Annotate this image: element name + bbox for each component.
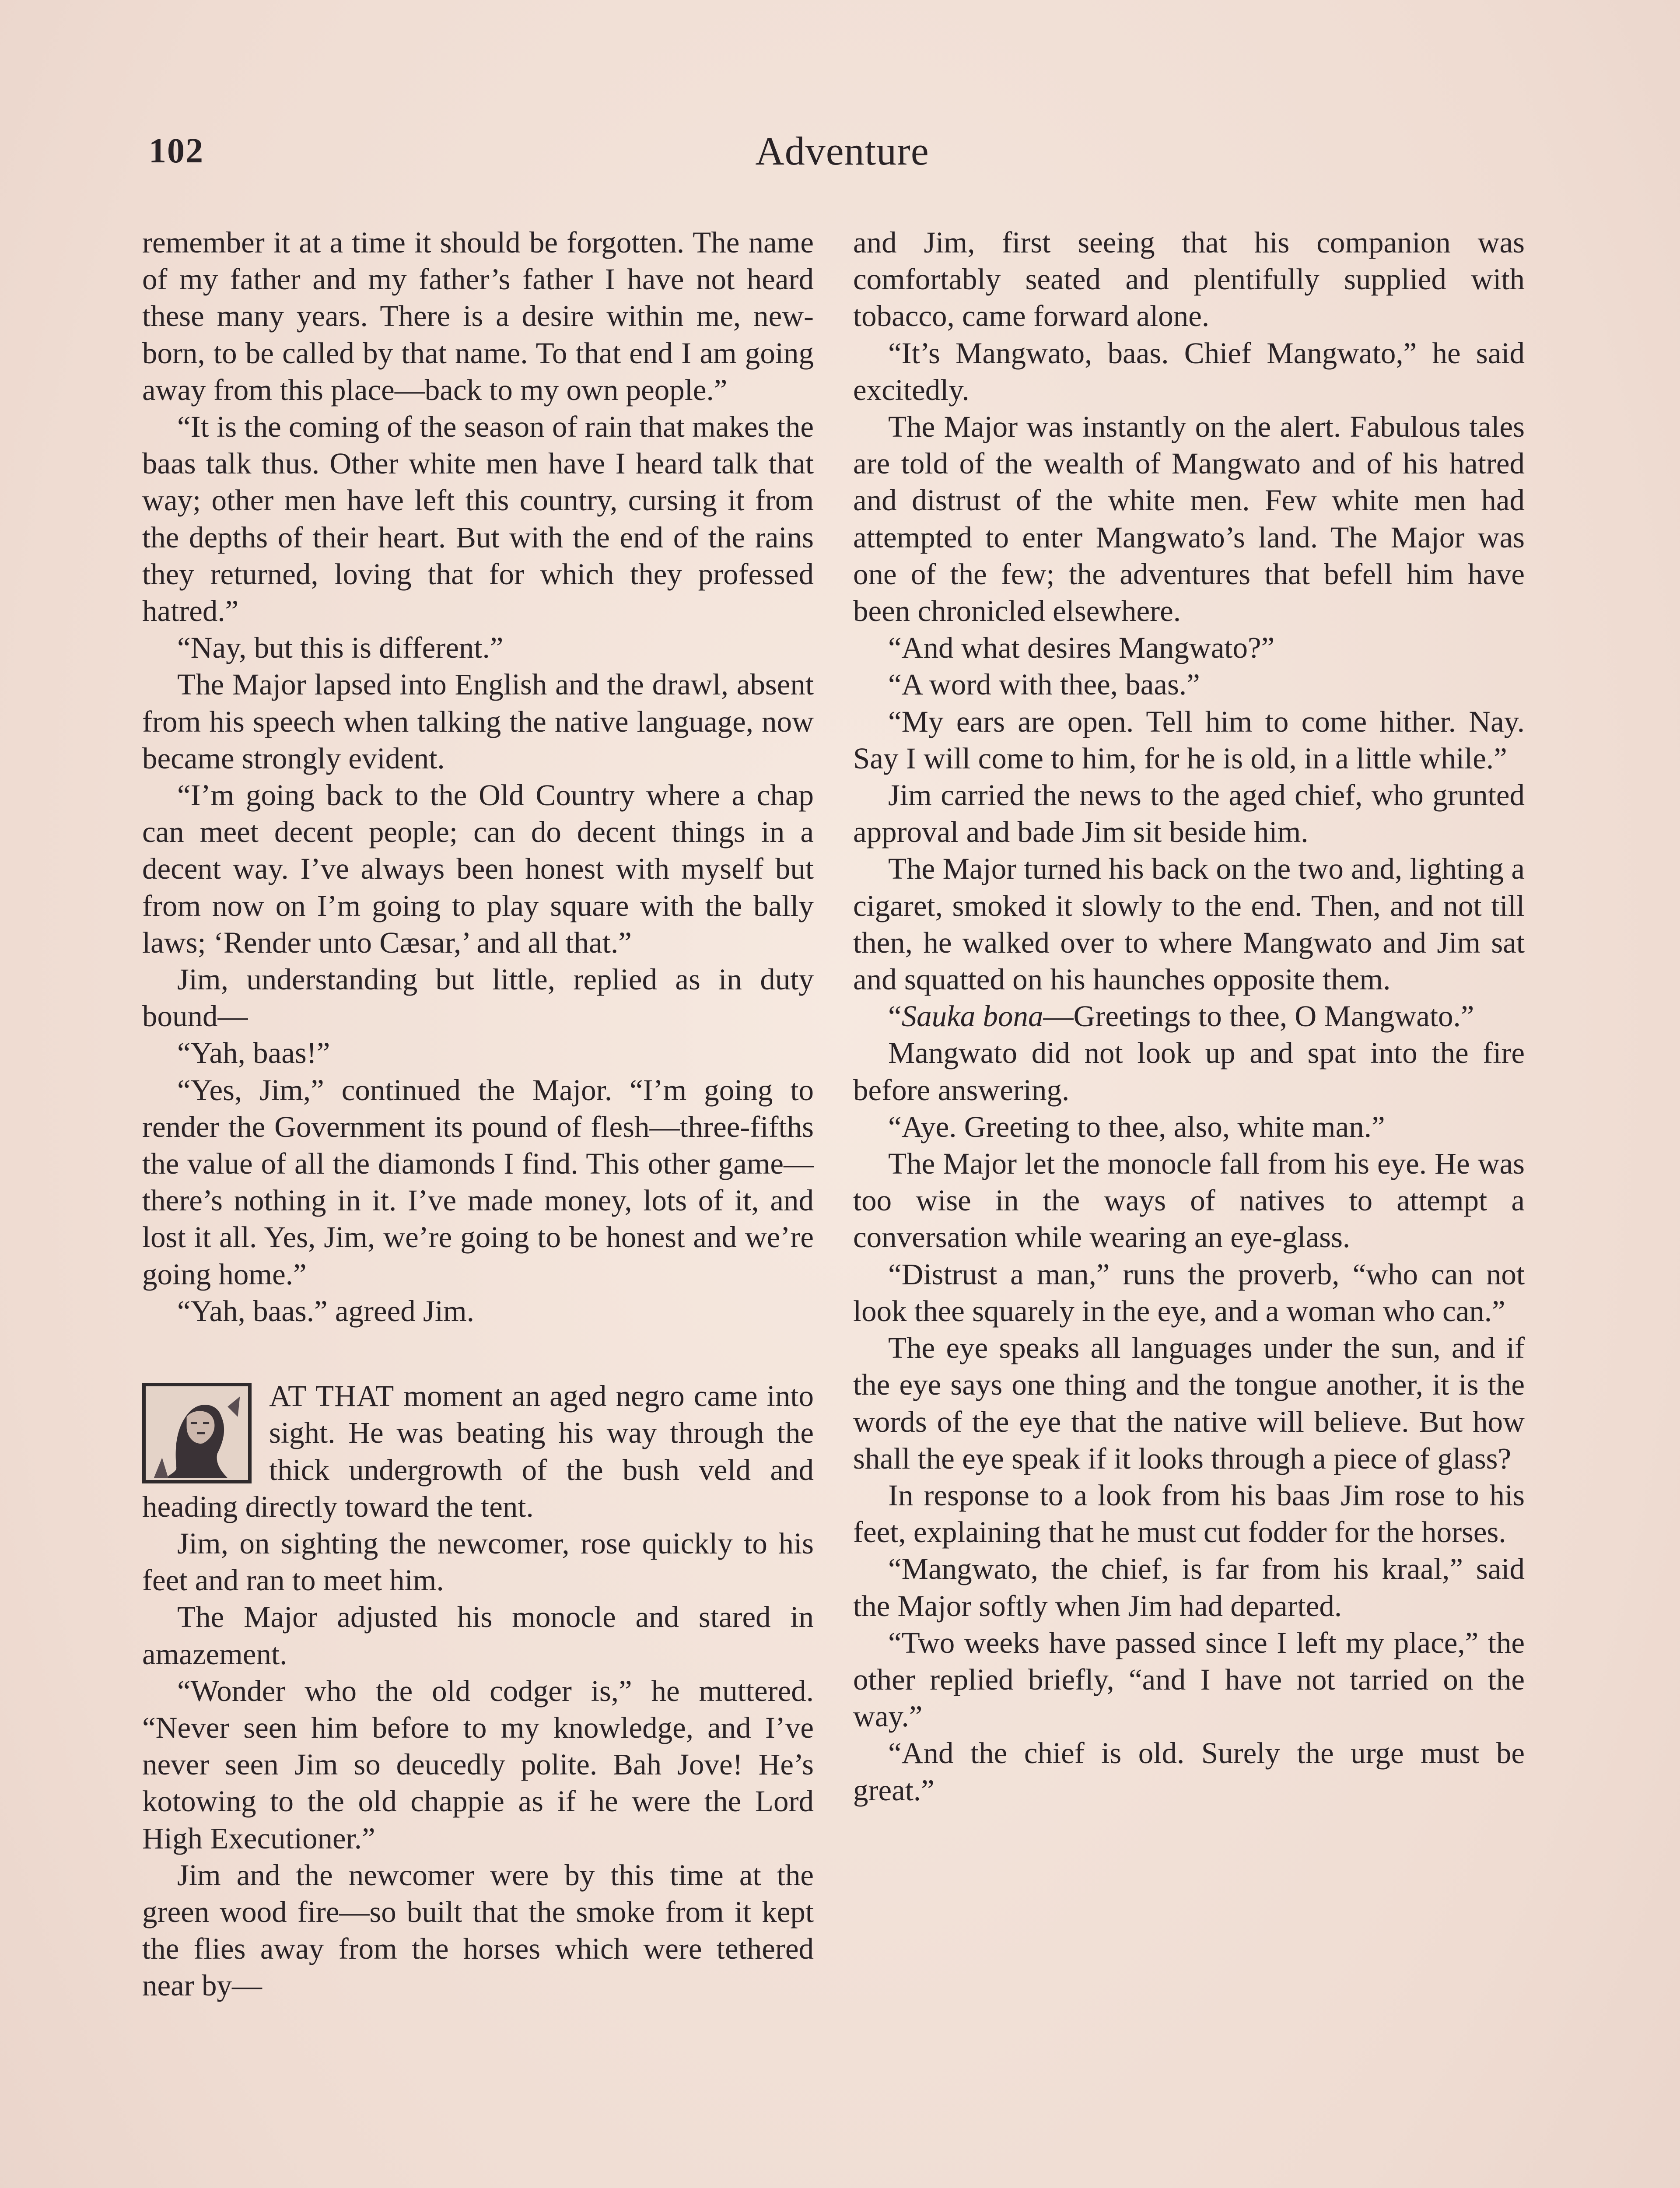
paragraph: Jim, understanding but little, replied as in duty bound— (142, 963, 814, 1033)
paragraph: The Major let the monocle fall from his eye. He was too wise in the ways of natives to attempt a conversation while wearing an eye-glass. (853, 1147, 1525, 1254)
paragraph: “It’s Mangwato, baas. Chief Mangwato,” he said excitedly. (853, 336, 1525, 407)
paragraph: and Jim, first seeing that his companion was comfortably seated and plentifully supplied with tobacco, came forward alone. (853, 226, 1525, 333)
greeting-paragraph: “Sauka bona—Greetings to thee, O Mangwato.” (888, 999, 1474, 1033)
running-head: Adventure (755, 129, 929, 173)
page-number: 102 (149, 132, 204, 170)
portrait-vignette-icon (142, 1383, 252, 1483)
page-header (149, 131, 1536, 179)
paragraph: The Major adjusted his monocle and stared in amazement. (142, 1600, 814, 1671)
paragraph: In response to a look from his baas Jim rose to his feet, explaining that he must cut fodder for the horses. (853, 1478, 1525, 1549)
paragraph: The Major turned his back on the two and, lighting a cigaret, smoked it slowly to the end. Then, and not till then, he walked over to where Mangwato and Jim sat and squatted on his haunches opposite them. (853, 852, 1525, 996)
paragraph: The eye speaks all languages under the sun, and if the eye says one thing and the tongue another, it is the words of the eye that the native will believe. But how shall the eye speak if it looks through a piece of glass? (853, 1331, 1525, 1475)
paragraph: Mangwato did not look up and spat into the fire before answering. (853, 1036, 1525, 1107)
right-column (853, 224, 1525, 1809)
paragraph: “Yah, baas.” agreed Jim. (177, 1294, 474, 1328)
initial-caps: AT THAT (269, 1379, 395, 1413)
paragraph: “It is the coming of the season of rain that makes the baas talk thus. Other white men have I heard talk that way; other men have left this country, cursing it from the depths of their heart. But with the end of the rains they returned, loving that for which they professed hatred.” (142, 410, 814, 628)
section-opening-text: moment an aged negro came into sight. He was beating his way through the thick undergrowth of the bush veld and heading directly toward the tent. (142, 1379, 814, 1523)
greeting-italic: Sauka bona (901, 999, 1043, 1033)
paragraph: “A word with thee, baas.” (888, 668, 1200, 701)
paragraph: Jim, on sighting the newcomer, rose quickly to his feet and ran to meet him. (142, 1526, 814, 1597)
paragraph: “Wonder who the old codger is,” he muttered. “Never seen him before to my knowledge, and I’ve never seen Jim so deucedly polite. Bah Jove! He’s kotowing to the old chappie as if he were the Lord High Executioner.” (142, 1674, 814, 1855)
paragraph: “Yah, baas!” (177, 1036, 330, 1070)
paragraph: “Yes, Jim,” continued the Major. “I’m going to render the Government its pound of flesh—three-fifths the value of all the diamonds I find. This other game—there’s nothing in it. I’ve made money, lots of it, and lost it all. Yes, Jim, we’re going to be honest and we’re going home.” (142, 1073, 814, 1291)
paragraph: “Aye. Greeting to thee, also, white man.” (888, 1110, 1385, 1143)
paragraph: Jim and the newcomer were by this time at the green wood fire—so built that the smoke from it kept the flies away from the horses which were tethered near by— (142, 1858, 814, 2002)
paragraph: “Nay, but this is different.” (177, 631, 504, 665)
paragraph: “Mangwato, the chief, is far from his kraal,” said the Major softly when Jim had departed. (853, 1552, 1525, 1623)
paragraph: “Two weeks have passed since I left my place,” the other replied briefly, “and I have not tarried on the way.” (853, 1626, 1525, 1733)
paragraph: remember it at a time it should be forgotten. The name of my father and my father’s father I have not heard these many years. There is a desire within me, new-born, to be called by that name. To that end I am going away from this place—back to my own people.” (142, 226, 814, 407)
paragraph: The Major was instantly on the alert. Fabulous tales are told of the wealth of Mangwato and of his hatred and distrust of the white men. Few white men had attempted to enter Mangwato’s land. The Major was one of the few; the adventures that befell him have been chronicled elsewhere. (853, 410, 1525, 628)
paragraph: “And what desires Mangwato?” (888, 631, 1275, 665)
left-column (142, 224, 814, 2004)
greeting-rest: —Greetings to thee, O Mangwato.” (1043, 999, 1474, 1033)
paragraph: “My ears are open. Tell him to come hither. Nay. Say I will come to him, for he is old, in a little while.” (853, 705, 1525, 775)
paragraph: “Distrust a man,” runs the proverb, “who can not look thee squarely in the eye, and a woman who can.” (853, 1257, 1525, 1328)
section-opening-paragraph (142, 1378, 814, 1525)
paragraph: Jim carried the news to the aged chief, who grunted approval and bade Jim sit beside him. (853, 778, 1525, 849)
paragraph: The Major lapsed into English and the drawl, absent from his speech when talking the native language, now became strongly evident. (142, 668, 814, 775)
paragraph: “And the chief is old. Surely the urge must be great.” (853, 1736, 1525, 1807)
paragraph: “I’m going back to the Old Country where a chap can meet decent people; can do decent things in a decent way. I’ve always been honest with myself but from now on I’m going to play square with the bally laws; ‘Render unto Cæsar,’ and all that.” (142, 778, 814, 959)
